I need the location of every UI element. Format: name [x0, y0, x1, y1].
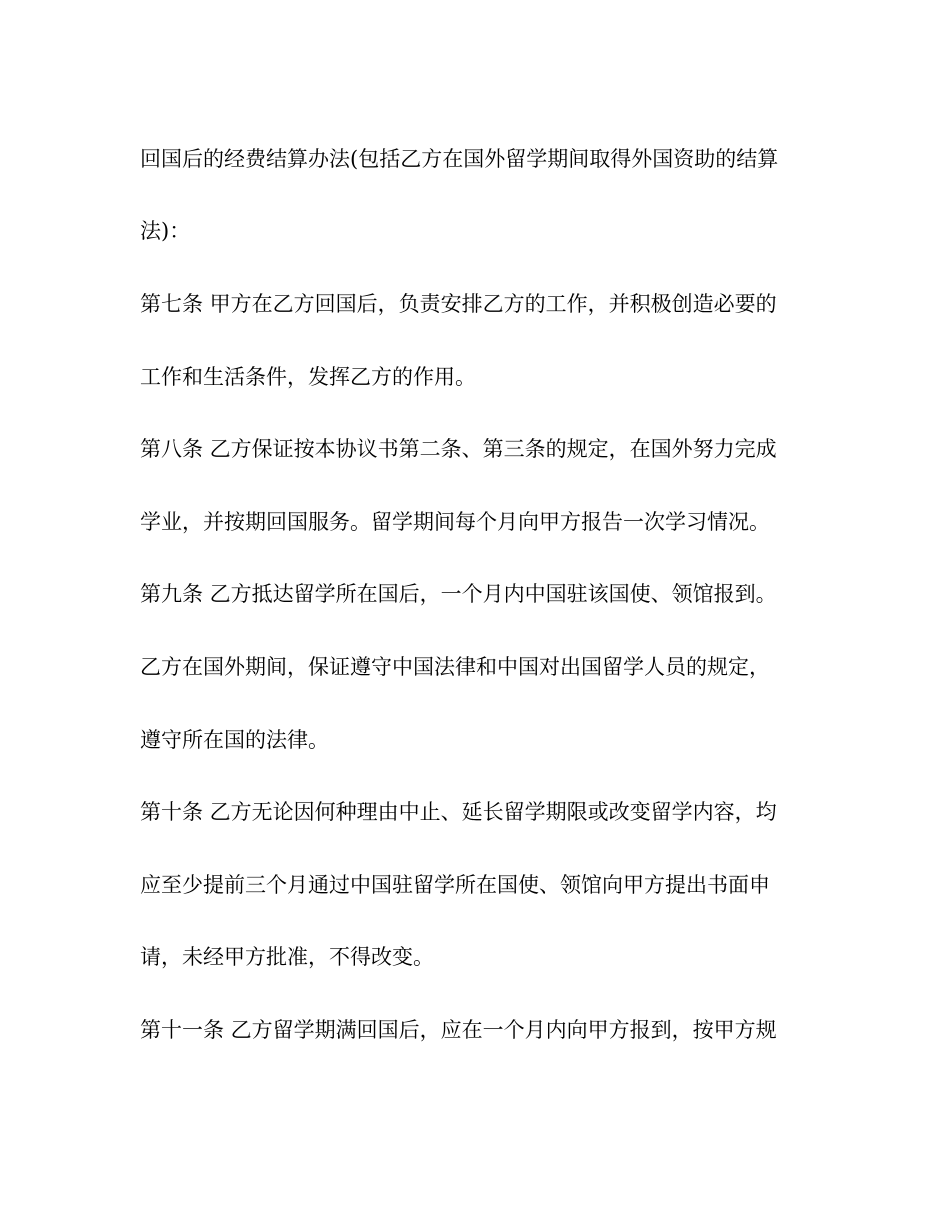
text-line: 学业，并按期回国服务。留学期间每个月向甲方报告一次学习情况。 [140, 510, 770, 534]
article-9-heading-line: 第九条 乙方抵达留学所在国后，一个月内中国驻该国使、领馆报到。 [140, 582, 777, 606]
text-line: 应至少提前三个月通过中国驻留学所在国使、领馆向甲方提出书面申 [140, 873, 770, 897]
text-line: 遵守所在国的法律。 [140, 728, 329, 752]
text-line: 回国后的经费结算办法(包括乙方在国外留学期间取得外国资助的结算 [140, 147, 779, 171]
article-8-heading-line: 第八条 乙方保证按本协议书第二条、第三条的规定，在国外努力完成 [140, 437, 777, 461]
text-line: 法)： [140, 219, 191, 243]
text-line: 乙方在国外期间，保证遵守中国法律和中国对出国留学人员的规定， [140, 655, 770, 679]
article-10-heading-line: 第十条 乙方无论因何种理由中止、延长留学期限或改变留学内容，均 [140, 800, 777, 824]
article-11-heading-line: 第十一条 乙方留学期满回国后，应在一个月内向甲方报到，按甲方规 [140, 1018, 777, 1042]
text-line: 工作和生活条件，发挥乙方的作用。 [140, 365, 476, 389]
article-7-heading-line: 第七条 甲方在乙方回国后，负责安排乙方的工作，并积极创造必要的 [140, 292, 777, 316]
text-line: 请，未经甲方批准，不得改变。 [140, 945, 434, 969]
